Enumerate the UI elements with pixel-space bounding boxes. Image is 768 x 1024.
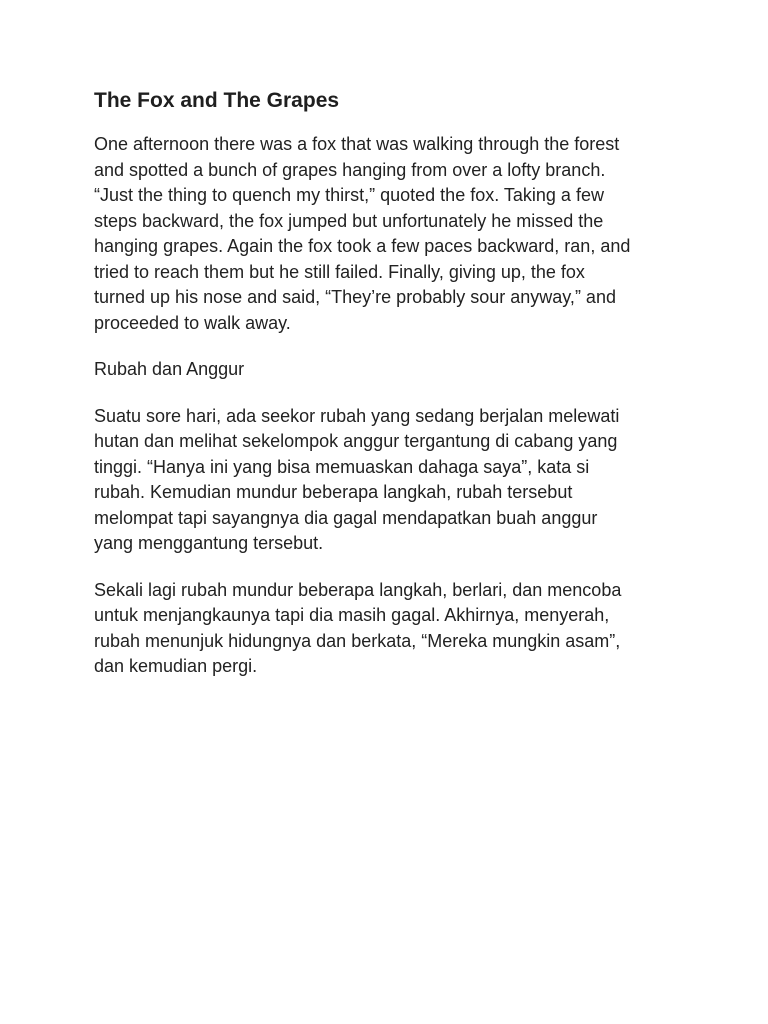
indonesian-story-paragraph-1: Suatu sore hari, ada seekor rubah yang sedang berjalan melewati hutan dan melihat sekelompok anggur tergantung di cabang yang tinggi. “Hanya ini yang bisa memuaskan dahaga saya”, kata si rubah. Kemudian mundur beberapa langkah, rubah tersebut melompat tapi sayangnya dia gagal mendapatkan buah anggur yang menggantung tersebut. bbox=[94, 405, 620, 553]
indonesian-story-title: Rubah dan Anggur bbox=[94, 359, 245, 379]
indonesian-story-paragraph-2: Sekali lagi rubah mundur beberapa langkah, berlari, dan mencoba untuk menjangkaunya tapi dia masih gagal. Akhirnya, menyerah, rubah menunjuk hidungnya dan berkata, “Mereka mungkin asam”, dan kemudian pergi. bbox=[94, 579, 622, 676]
document-title: The Fox and The Grapes bbox=[94, 89, 340, 112]
english-story-paragraph: One afternoon there was a fox that was walking through the forest and spotted a bunch of grapes hanging from over a lofty branch. “Just the thing to quench my thirst,” quoted the fox. Taking a few steps backward, the fox jumped but unfortunately he missed the hanging grapes. Again the fox took a few paces backward, ran, and tried to reach them but he still failed. Finally, giving up, the fox turned up his nose and said, “They’re probably sour anyway,” and proceeded to walk away. bbox=[94, 134, 631, 333]
